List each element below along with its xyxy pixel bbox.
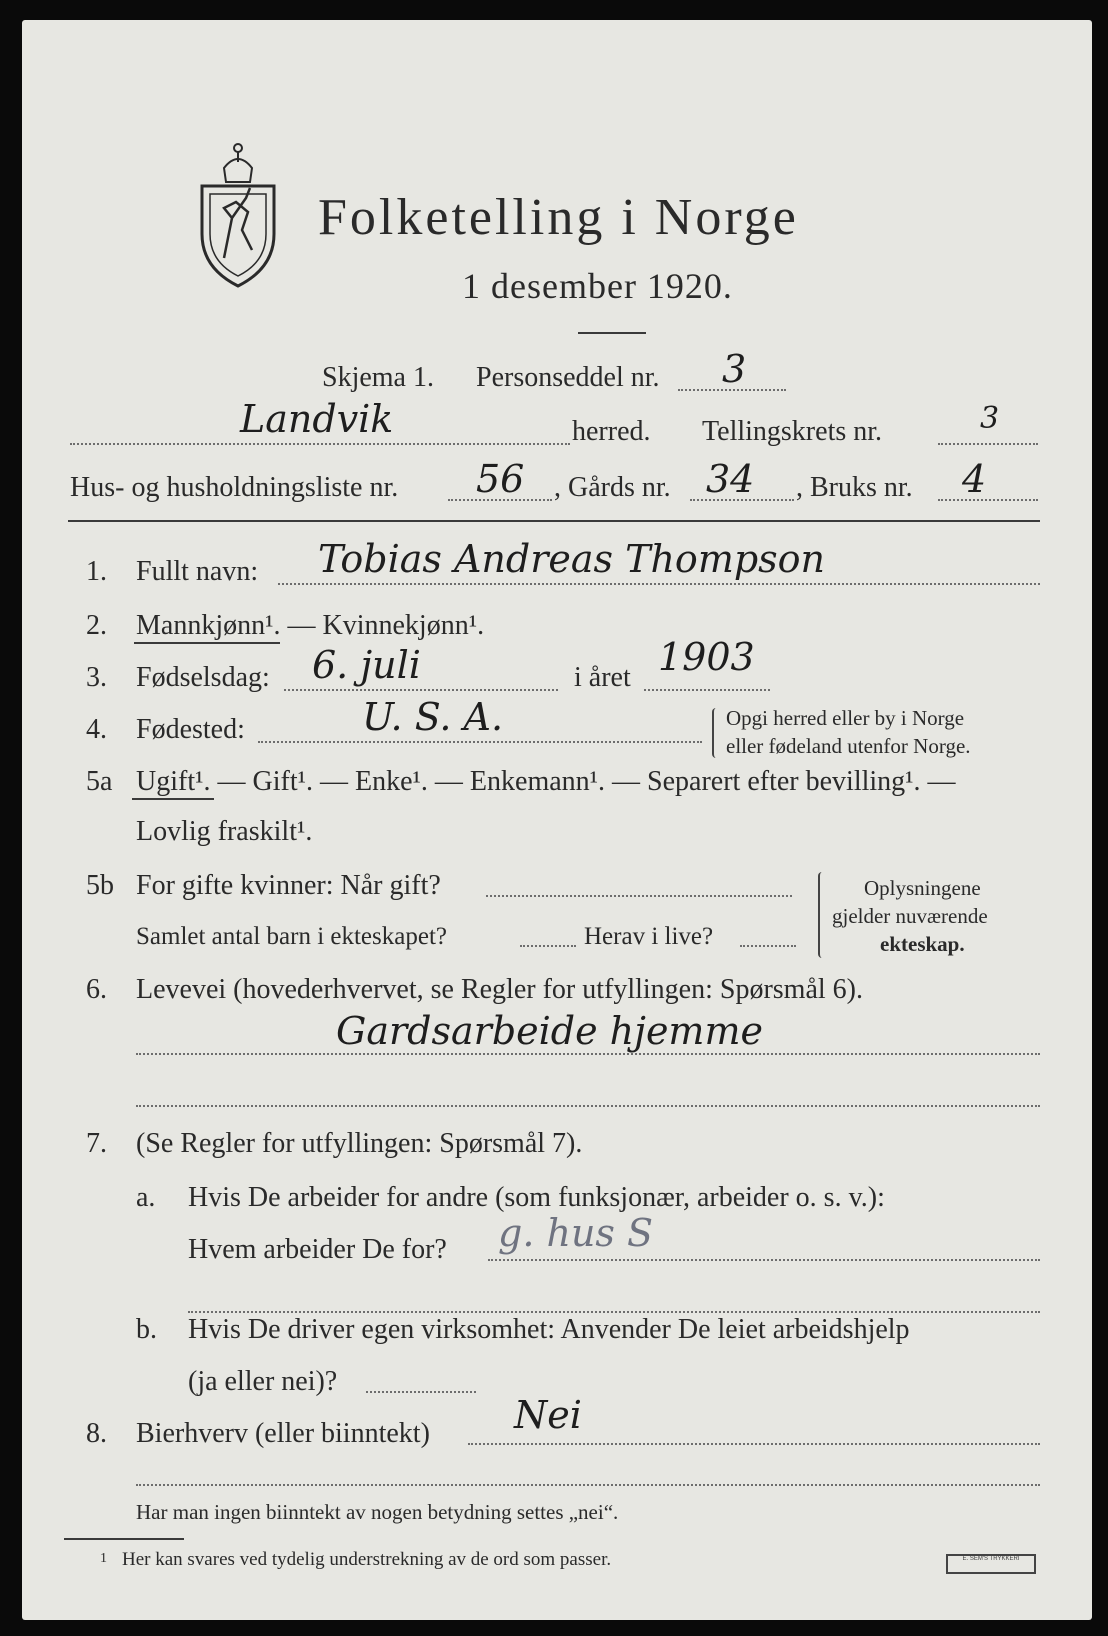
employer-value[interactable]: g. hus S [498, 1211, 654, 1255]
bruks-line [938, 499, 1038, 501]
personseddel-value[interactable]: 3 [722, 347, 747, 391]
footnote-text: Her kan svares ved tydelig understrekning av de ord som passer. [122, 1549, 612, 1570]
q3-year-label: i året [574, 662, 631, 693]
q6-label: Levevei (hovederhvervet, se Regler for utfyllingen: Spørsmål 6). [136, 974, 863, 1005]
q7a-line [488, 1259, 1040, 1261]
q5b-line-2 [520, 945, 576, 947]
q6-line-2 [136, 1105, 1040, 1107]
q5b-note-2: gjelder nuværende [832, 904, 988, 928]
q6-number: 6. [86, 974, 107, 1005]
q5b-number: 5b [86, 870, 114, 901]
title-divider [578, 332, 646, 334]
q7a-label-2: Hvem arbeider De for? [188, 1234, 447, 1265]
footnote-divider [64, 1538, 184, 1540]
q3-year-line [644, 689, 770, 691]
q4-brace [712, 708, 720, 758]
tellingskrets-line [938, 443, 1038, 445]
q8-label: Bierhverv (eller biinntekt) [136, 1418, 430, 1449]
side-income-note: Har man ingen biinntekt av nogen betydning settes „nei“. [136, 1500, 619, 1524]
birthdate-value[interactable]: 6. juli [312, 643, 421, 687]
herred-value[interactable]: Landvik [240, 397, 394, 441]
q3-number: 3. [86, 662, 107, 693]
q3-line [284, 689, 558, 691]
q1-line [278, 583, 1040, 585]
q7b-label-2: (ja eller nei)? [188, 1366, 338, 1397]
herred-label: herred. [572, 416, 651, 447]
bruks-label: , Bruks nr. [796, 472, 913, 503]
q8-line-2 [136, 1484, 1040, 1486]
gender-underline [134, 642, 280, 644]
marital-options-2: Lovlig fraskilt¹. [136, 816, 313, 847]
footnote-mark: 1 [100, 1551, 107, 1566]
q7b-line [366, 1391, 476, 1393]
tellingskrets-label: Tellingskrets nr. [702, 416, 883, 447]
personseddel-label: Personseddel nr. [476, 362, 660, 393]
q4-line [258, 741, 702, 743]
q8-number: 8. [86, 1418, 107, 1449]
q5b-label-3: Herav i live? [584, 923, 714, 950]
occupation-value[interactable]: Gardsarbeide hjemme [336, 1009, 763, 1053]
q2-number: 2. [86, 610, 107, 641]
q7b-label: Hvis De driver egen virksomhet: Anvender De leiet arbeidshjelp [188, 1314, 910, 1345]
q3-label: Fødselsdag: [136, 662, 270, 693]
q5b-line-3 [740, 945, 796, 947]
q5b-line [486, 895, 792, 897]
printer-stamp: E. SEM'S TRYKKERI [946, 1554, 1036, 1574]
q7a-label: Hvis De arbeider for andre (som funksjonær, arbeider o. s. v.): [188, 1182, 885, 1213]
q1-label: Fullt navn: [136, 556, 259, 587]
q6-line [136, 1053, 1040, 1055]
birth-year-value[interactable]: 1903 [658, 635, 755, 679]
norwegian-coat-of-arms-icon [194, 138, 282, 290]
q5b-brace [818, 872, 826, 958]
q7b-letter: b. [136, 1314, 157, 1345]
q7a-letter: a. [136, 1182, 156, 1213]
section-divider [68, 520, 1040, 522]
marital-underline [132, 798, 214, 800]
gards-label: , Gårds nr. [554, 472, 671, 503]
q5b-note-1: Oplysningene [864, 876, 981, 900]
census-date: 1 desember 1920. [462, 266, 733, 306]
hus-label: Hus- og husholdningsliste nr. [70, 472, 399, 503]
bruks-value[interactable]: 4 [962, 457, 987, 501]
herred-line [70, 443, 570, 445]
q8-line [468, 1443, 1040, 1445]
q4-note-1: Opgi herred eller by i Norge [726, 706, 965, 730]
birthplace-value[interactable]: U. S. A. [362, 695, 504, 739]
gender-options: Mannkjønn¹. — Kvinnekjønn¹. [136, 610, 485, 641]
q5b-label-2: Samlet antal barn i ekteskapet? [136, 923, 447, 950]
hus-value[interactable]: 56 [476, 457, 525, 501]
marital-options: Ugift¹. — Gift¹. — Enke¹. — Enkemann¹. — Separert efter bevilling¹. — [136, 766, 956, 797]
q4-label: Fødested: [136, 714, 245, 745]
form-title: Folketelling i Norge [318, 189, 799, 246]
q1-number: 1. [86, 556, 107, 587]
q5b-label: For gifte kvinner: Når gift? [136, 870, 441, 901]
tellingskrets-value[interactable]: 3 [980, 401, 1000, 436]
q5b-note-3: ekteskap. [880, 932, 965, 956]
q7-number: 7. [86, 1128, 107, 1159]
q7-label: (Se Regler for utfyllingen: Spørsmål 7). [136, 1128, 583, 1159]
q7a-line-2 [188, 1311, 1040, 1313]
q4-note-2: eller fødeland utenfor Norge. [726, 734, 971, 758]
full-name-value[interactable]: Tobias Andreas Thompson [318, 537, 826, 581]
q5a-number: 5a [86, 766, 113, 797]
side-income-value[interactable]: Nei [514, 1393, 582, 1437]
gards-value[interactable]: 34 [706, 457, 755, 501]
skjema-label: Skjema 1. [322, 362, 434, 393]
q4-number: 4. [86, 714, 107, 745]
